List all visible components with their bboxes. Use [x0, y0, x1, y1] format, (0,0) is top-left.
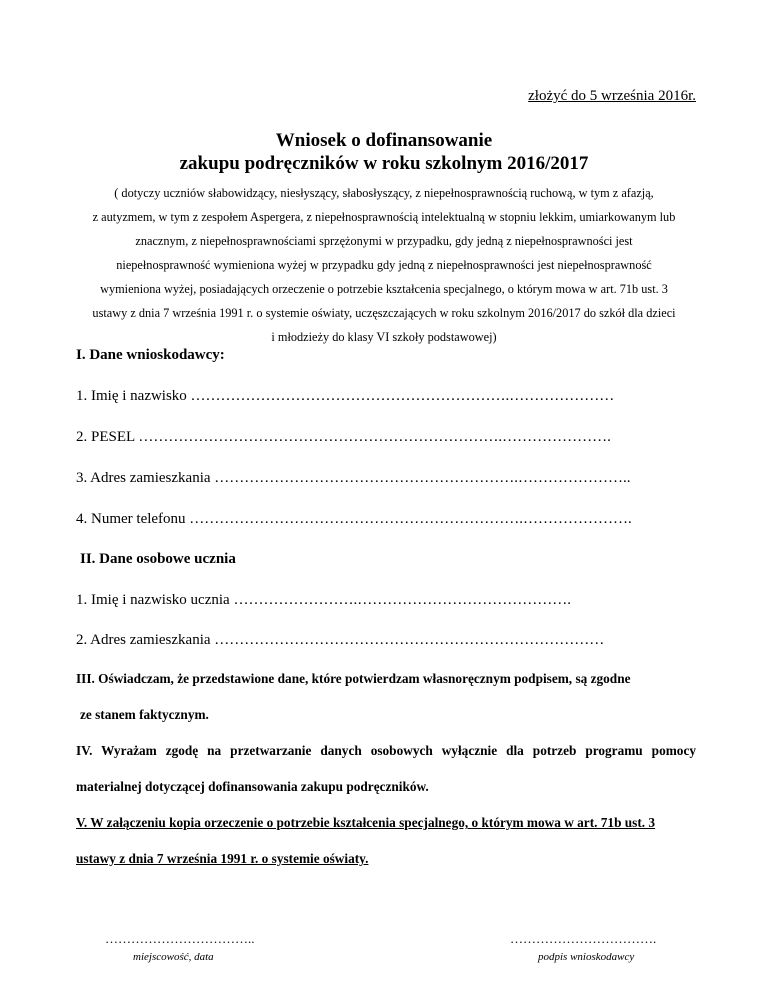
note-line: niepełnosprawność wymieniona wyżej w przypadku gdy jedną z niepełnosprawności jest niepełnosprawność [116, 258, 652, 272]
note-line: znacznym, z niepełnosprawnościami sprzężonymi w przypadku, gdy jedną z niepełnosprawności jest [135, 234, 633, 248]
applicant-signature-caption: podpis wnioskodawcy [538, 951, 635, 963]
place-date-signature-line[interactable]: …………………………….. [105, 931, 255, 946]
section-student-heading: II. Dane osobowe ucznia [80, 551, 236, 567]
submission-deadline: złożyć do 5 września 2016r. [528, 88, 696, 104]
place-date-caption: miejscowość, data [133, 951, 214, 963]
eligibility-note [70, 181, 698, 349]
document-title: Wniosek o dofinansowanie [275, 130, 493, 151]
note-line: i młodzieży do klasy VI szkoły podstawowej) [271, 330, 497, 344]
student-address-field[interactable]: 2. Adres zamieszkania …………………………………………………………………… [76, 632, 605, 648]
note-line: wymieniona wyżej, posiadających orzeczenie o potrzebie kształcenia specjalnego, o którym mowa w art. 71b ust. 3 [100, 282, 668, 296]
applicant-phone-field[interactable]: 4. Numer telefonu ………………………………………………………….…………………. [76, 511, 632, 527]
attachment-line: ustawy z dnia 7 września 1991 r. o systemie oświaty. [76, 851, 369, 866]
declaration-line: ze stanem faktycznym. [80, 707, 209, 722]
document-subtitle: zakupu podręczników w roku szkolnym 2016/2017 [179, 153, 589, 174]
consent-line: IV. Wyrażam zgodę na przetwarzanie danych osobowych wyłącznie dla potrzeb programu pomocy [76, 743, 696, 758]
declaration-line: III. Oświadczam, że przedstawione dane, które potwierdzam własnoręcznym podpisem, są zgodne [76, 671, 631, 686]
applicant-pesel-field[interactable]: 2. PESEL ……………………………………………………………….…………………. [76, 429, 611, 445]
applicant-address-field[interactable]: 3. Adres zamieszkania …………………………………………………….………………….. [76, 470, 631, 486]
note-line: ( dotyczy uczniów słabowidzący, niesłyszący, słabosłyszący, z niepełnosprawnością ruchową, w tym z afazją, [114, 186, 654, 200]
attachment-line: V. W załączeniu kopia orzeczenie o potrzebie kształcenia specjalnego, o którym mowa w art. 71b ust. 3 [76, 815, 656, 830]
note-line: ustawy z dnia 7 września 1991 r. o systemie oświaty, uczęszczających w roku szkolnym 2016/2017 do szkół dla dzieci [92, 306, 676, 320]
applicant-name-field[interactable]: 1. Imię i nazwisko ……………………………………………………….………………… [76, 388, 615, 404]
student-name-field[interactable]: 1. Imię i nazwisko ucznia …………………….……………………………………. [76, 592, 571, 608]
consent-line: materialnej dotyczącej dofinansowania zakupu podręczników. [76, 779, 429, 794]
section-applicant-heading: I. Dane wnioskodawcy: [76, 347, 225, 363]
note-line: z autyzmem, w tym z zespołem Aspergera, z niepełnosprawnością intelektualną w stopniu lekkim, umiarkowanym lub [92, 210, 676, 224]
applicant-signature-line[interactable]: ……………………………. [510, 931, 657, 946]
